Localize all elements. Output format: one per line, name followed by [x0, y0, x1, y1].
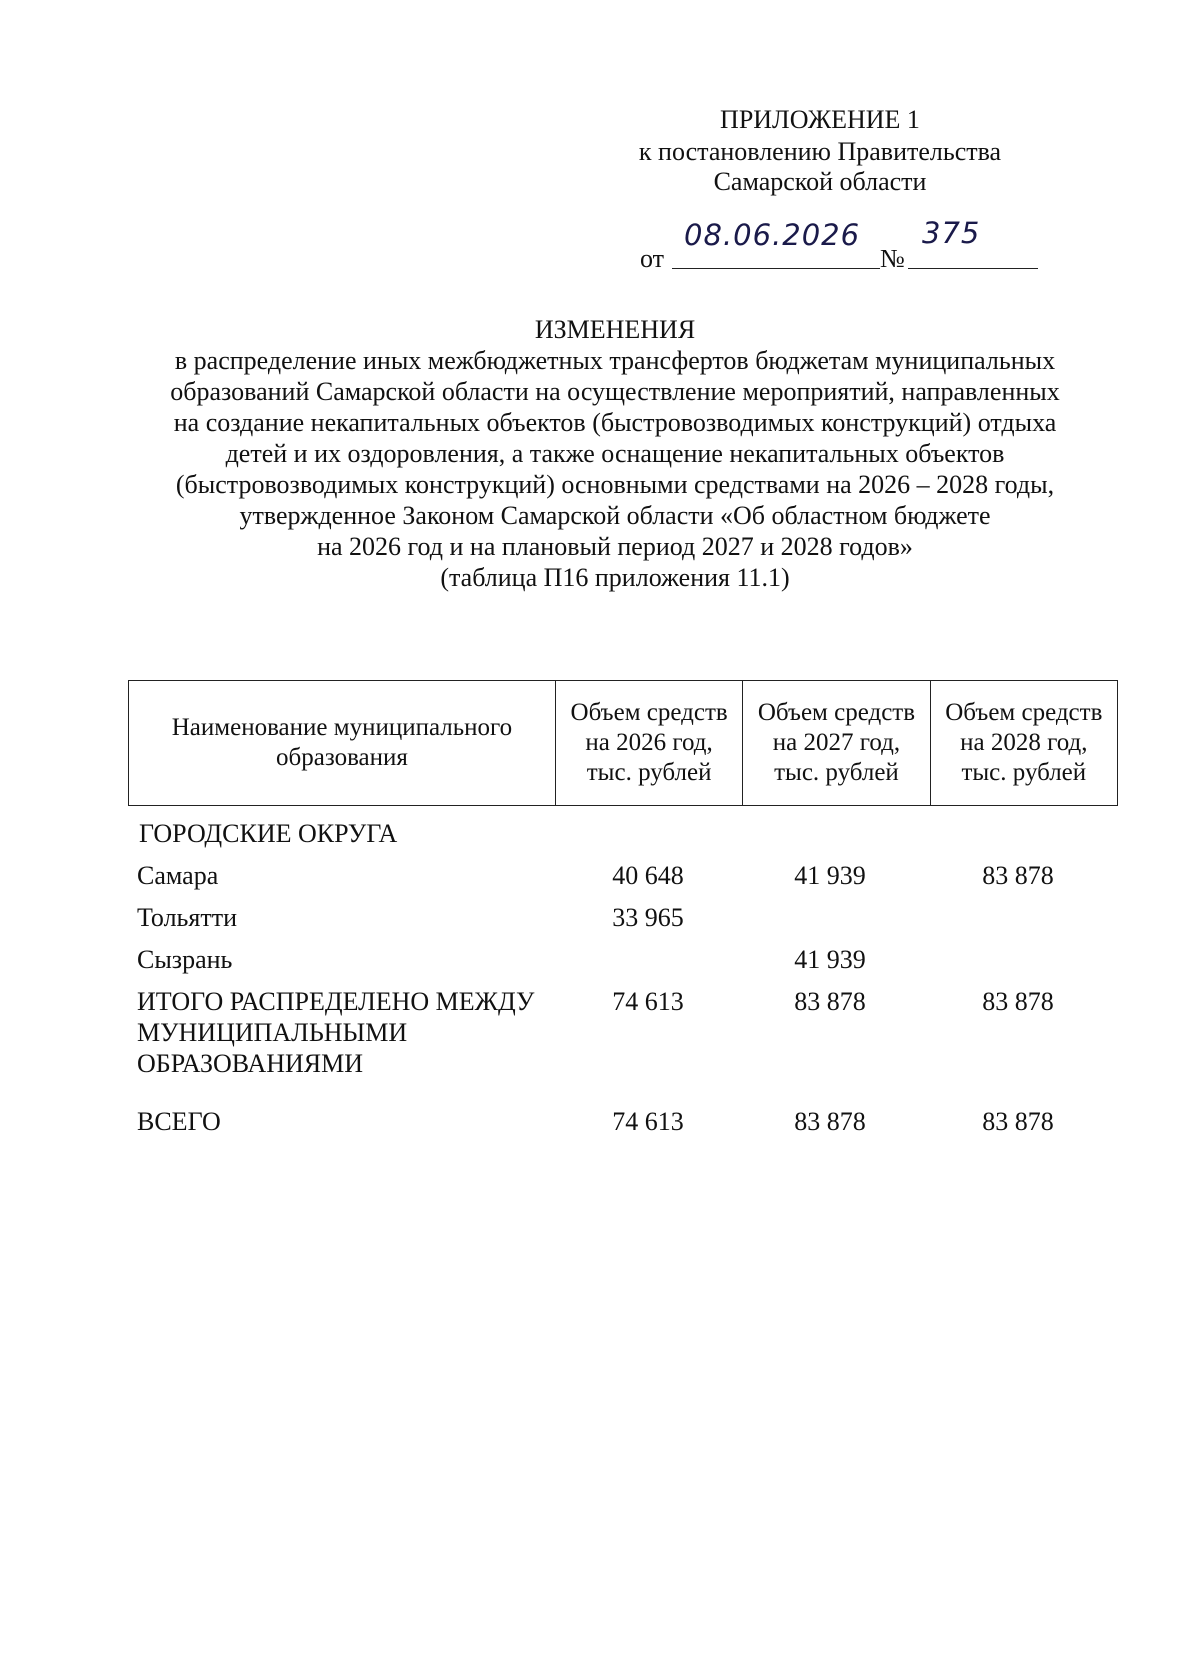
section-label: ГОРОДСКИЕ ОКРУГА — [139, 819, 398, 848]
date-prefix: от — [640, 244, 665, 273]
value-2027: 41 939 — [794, 861, 866, 890]
decree-date-line — [640, 216, 1040, 273]
row-name: Тольятти — [137, 903, 238, 932]
row-name: Самара — [137, 861, 219, 890]
heading-line: (таблица П16 приложения 11.1) — [440, 563, 790, 592]
header-2028: Объем средств на 2028 год, тыс. рублей — [930, 681, 1117, 806]
heading-line: в распределение иных межбюджетных трансфертов бюджетам муниципальных — [174, 346, 1056, 375]
row-name: Сызрань — [137, 945, 233, 974]
total-2027: 83 878 — [794, 1107, 866, 1136]
date-underline — [672, 268, 880, 269]
header-2027: Объем средств на 2027 год, тыс. рублей — [743, 681, 930, 806]
subtotal-2028: 83 878 — [982, 987, 1054, 1016]
document-heading — [90, 314, 1140, 593]
annex-line-3: Самарской области — [713, 167, 927, 196]
heading-line: на создание некапитальных объектов (быстровозводимых конструкций) отдыха — [173, 408, 1057, 437]
heading-line: образований Самарской области на осуществление мероприятий, направленных — [170, 377, 1060, 406]
heading-title: ИЗМЕНЕНИЯ — [534, 315, 696, 344]
subtotal-label: ИТОГО РАСПРЕДЕЛЕНО МЕЖДУ МУНИЦИПАЛЬНЫМИ ОБРАЗОВАНИЯМИ — [137, 987, 535, 1078]
header-2026: Объем средств на 2026 год, тыс. рублей — [555, 681, 742, 806]
subtotal-2027: 83 878 — [794, 987, 866, 1016]
heading-line: детей и их оздоровления, а также оснащение некапитальных объектов — [225, 439, 1005, 468]
header-municipality: Наименование муниципального образования — [129, 681, 556, 806]
number-underline — [908, 268, 1038, 269]
annex-line-2: к постановлению Правительства — [638, 137, 1002, 166]
heading-line: (быстровозводимых конструкций) основными средствами на 2026 – 2028 годы, — [175, 470, 1055, 499]
decree-date: 08.06.2026 — [684, 218, 861, 252]
subtotal-2026: 74 613 — [612, 987, 684, 1016]
number-sign: № — [880, 244, 905, 273]
heading-line: на 2026 год и на плановый период 2027 и 2028 годов» — [317, 532, 913, 561]
value-2028: 83 878 — [982, 861, 1054, 890]
annex-title: ПРИЛОЖЕНИЕ 1 — [720, 105, 920, 134]
value-2026: 40 648 — [612, 861, 684, 890]
heading-line: утвержденное Законом Самарской области «Об областном бюджете — [239, 501, 991, 530]
total-label: ВСЕГО — [137, 1107, 221, 1136]
value-2026: 33 965 — [612, 903, 684, 932]
total-2028: 83 878 — [982, 1107, 1054, 1136]
table-header — [128, 680, 1118, 806]
decree-number: 375 — [922, 216, 981, 250]
value-2027: 41 939 — [794, 945, 866, 974]
total-2026: 74 613 — [612, 1107, 684, 1136]
